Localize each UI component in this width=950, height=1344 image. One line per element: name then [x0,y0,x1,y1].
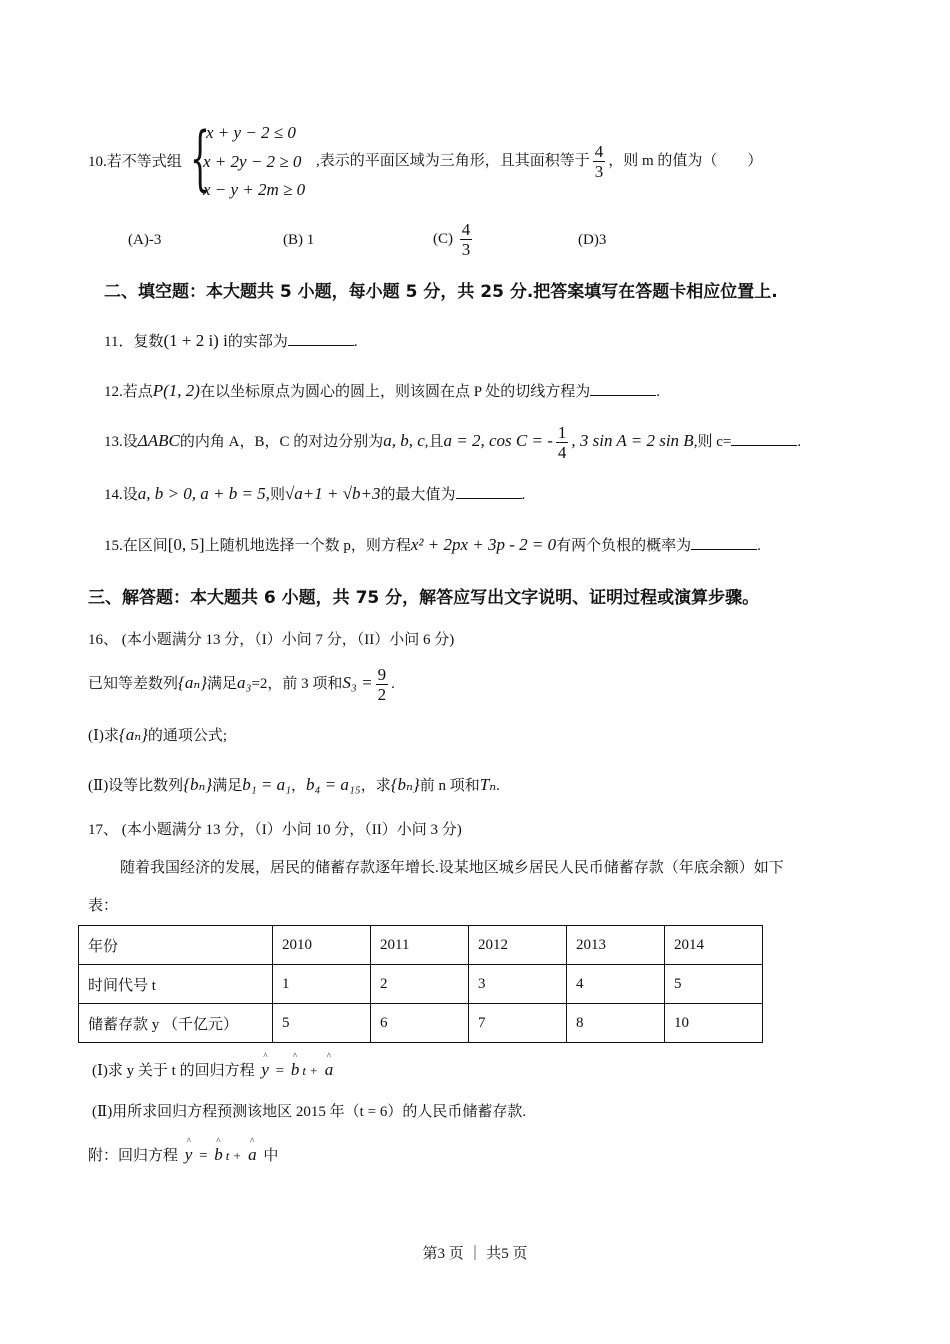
section-3-heading: 三、解答题：本大题共 6 小题，共 75 分，解答应写出文字说明、证明过程或演算步骤。 [88,588,760,608]
ineq-3: x − y + 2m ≥ 0 [203,180,306,199]
q12: 12.若点P(1, 2)在以坐标原点为圆心的圆上，则该圆在点 P 处的切线方程为 . [104,381,661,400]
brace-icon: { [190,117,211,199]
q17-header: 17、 (本小题满分 13 分，（I）小问 10 分，（II）小问 3 分) [88,822,462,838]
table-row: 年份 2010 2011 2012 2013 2014 [79,926,763,965]
option-d: (D)3 [578,232,607,248]
q14: 14.设a, b > 0, a + b = 5,则√a+1 + √b+3的最大值为 . [104,484,526,503]
q10-mid: ,表示的平面区域为三角形，且其面积等于 [316,152,590,169]
q17-part1: (Ⅰ)求 y 关于 t 的回归方程 ^ y = ^ b t + ^ a [92,1060,336,1081]
q17-intro: 随着我国经济的发展，居民的储蓄存款逐年增长.设某地区城乡居民人民币储蓄存款（年底余额）如下 [120,860,784,876]
q17-part2: (Ⅱ)用所求回归方程预测该地区 2015 年（t = 6）的人民币储蓄存款. [92,1104,527,1120]
q16-given: 已知等差数列{aₙ}满足a₃=2，前 3 项和S₃ = $\frac{9}{2}$ . [88,665,395,704]
option-a: (A)-3 [128,232,162,248]
q16-header: 16、 (本小题满分 13 分，（I）小问 7 分，（II）小问 6 分) [88,632,455,648]
q13: 13.设ΔABC的内角 A，B，C 的对边分别为a, b, c,且a = 2, cos C = - $\frac{1}{4}$ , 3 sin A = 2 sin B,则 c= . [104,423,802,462]
fraction: $\frac{4}{3}$ [594,142,604,181]
q10-label: 10.若不等式组 [88,154,182,170]
q15: 15.在区间[0, 5]上随机地选择一个数 p，则方程x² + 2px + 3p - 2 = 0有两个负根的概率为 . [104,535,761,554]
savings-table [78,925,763,1043]
q11: 11．复数(1 + 2 i) i的实部为 . [104,331,358,350]
q10-tail: ，则 m 的值为（ ） [608,152,763,169]
option-c: (C) $\frac{4}{3}$ [433,220,471,259]
q17-note: 附：回归方程 ^ y = ^ b t + ^ a 中 [88,1145,278,1166]
table-row: 时间代号 t 1 2 3 4 5 [79,965,763,1004]
q16-part2: (Ⅱ)设等比数列{bₙ}满足b₁ = a₁，b₄ = a₁₅，求{bₙ}前 n 项和Tₙ. [88,775,500,794]
ineq-1: x + y − 2 ≤ 0 [206,123,296,142]
q10-text [316,142,762,181]
option-b: (B) 1 [283,232,315,248]
q16-part1: (Ⅰ)求{aₙ}的通项公式; [88,725,228,744]
q17-intro-cont: 表： [88,898,119,914]
page-footer: 第3 页 ｜ 共5 页 [422,1246,528,1262]
section-2-heading: 二、填空题：本大题共 5 小题，每小题 5 分，共 25 分.把答案填写在答题卡相应位置上. [104,282,778,302]
ineq-2: x + 2y − 2 ≥ 0 [203,152,302,171]
table-row: 储蓄存款 y （千亿元） 5 6 7 8 10 [79,1004,763,1043]
